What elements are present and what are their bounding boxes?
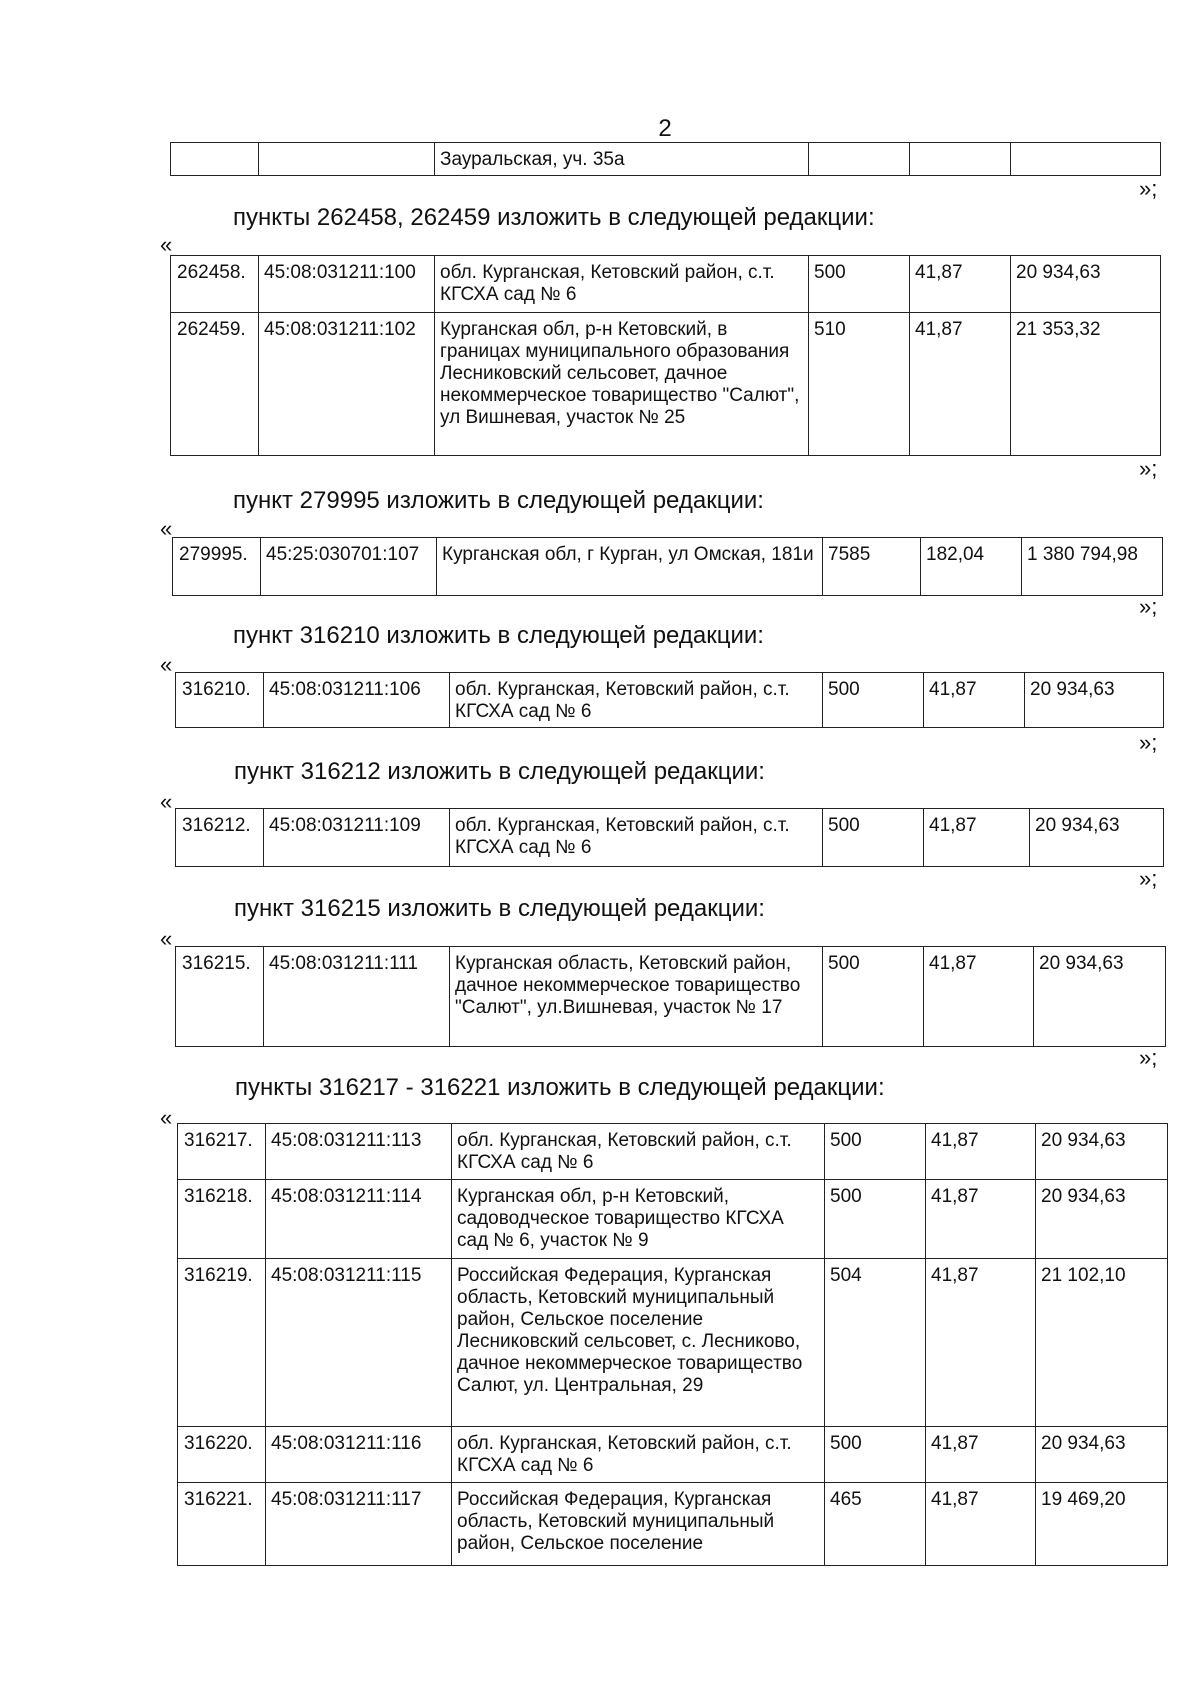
cell-area: 510 bbox=[809, 313, 910, 456]
table-row bbox=[178, 1124, 1168, 1180]
cell-value: 20 934,63 bbox=[1030, 809, 1164, 867]
cell-no: 316212. bbox=[176, 809, 264, 867]
cell-rate: 41,87 bbox=[924, 947, 1034, 1047]
cell-cadastral: 45:08:031211:114 bbox=[266, 1180, 452, 1259]
cell-value: 20 934,63 bbox=[1036, 1427, 1168, 1483]
cell-address: Курганская обл, р-н Кетовский, садоводческое товарищество КГСХА сад № 6, участок № 9 bbox=[452, 1180, 825, 1259]
closing-quote: »; bbox=[1139, 176, 1158, 201]
table-row bbox=[171, 313, 1161, 456]
cell-no: 316218. bbox=[178, 1180, 266, 1259]
register-table bbox=[177, 1123, 1168, 1566]
table-row bbox=[176, 947, 1166, 1047]
opening-quote: « bbox=[160, 1105, 173, 1130]
cell-cadastral: 45:08:031211:115 bbox=[266, 1259, 452, 1427]
cell-cadastral: 45:08:031211:109 bbox=[264, 809, 450, 867]
cell-value: 21 353,32 bbox=[1011, 313, 1161, 456]
table-row bbox=[176, 809, 1164, 867]
cell-rate: 41,87 bbox=[926, 1124, 1036, 1180]
cell-address: Российская Федерация, Курганская область, Кетовский муниципальный район, Сельское поселение Лесниковский сельсовет, с. Лесниково, дачное некоммерческое товарищество Салют, ул. Центральная, 29 bbox=[452, 1259, 825, 1427]
cell-cadastral: 45:08:031211:102 bbox=[259, 313, 435, 456]
cell-cadastral bbox=[259, 143, 435, 176]
cell-cadastral: 45:08:031211:113 bbox=[266, 1124, 452, 1180]
cell-address: Российская Федерация, Курганская область, Кетовский муниципальный район, Сельское поселение bbox=[452, 1483, 825, 1566]
cell-value: 19 469,20 bbox=[1036, 1483, 1168, 1566]
cell-no: 262458. bbox=[171, 256, 259, 313]
cell-address: обл. Курганская, Кетовский район, с.т. КГСХА сад № 6 bbox=[452, 1124, 825, 1180]
closing-quote: »; bbox=[1139, 730, 1158, 755]
cell-value: 20 934,63 bbox=[1036, 1180, 1168, 1259]
section-heading: пункт 316212 изложить в следующей редакции: bbox=[234, 758, 765, 785]
cell-area: 500 bbox=[823, 947, 924, 1047]
section-heading: пункт 316210 изложить в следующей редакции: bbox=[233, 622, 764, 649]
cell-no: 316220. bbox=[178, 1427, 266, 1483]
section-heading: пункт 279995 изложить в следующей редакции: bbox=[233, 487, 764, 514]
cell-address: обл. Курганская, Кетовский район, с.т. КГСХА сад № 6 bbox=[452, 1427, 825, 1483]
cell-cadastral: 45:08:031211:111 bbox=[264, 947, 450, 1047]
cell-rate: 41,87 bbox=[926, 1259, 1036, 1427]
cell-area: 504 bbox=[825, 1259, 926, 1427]
closing-quote: »; bbox=[1139, 594, 1158, 619]
cell-cadastral: 45:08:031211:116 bbox=[266, 1427, 452, 1483]
cell-value bbox=[1011, 143, 1161, 176]
cell-cadastral: 45:08:031211:100 bbox=[259, 256, 435, 313]
cell-area: 500 bbox=[823, 673, 924, 728]
cell-address: обл. Курганская, Кетовский район, с.т. КГСХА сад № 6 bbox=[435, 256, 809, 313]
table-row bbox=[171, 256, 1161, 313]
cell-value: 21 102,10 bbox=[1036, 1259, 1168, 1427]
opening-quote: « bbox=[160, 516, 173, 541]
cell-rate: 41,87 bbox=[910, 313, 1011, 456]
cell-no: 316217. bbox=[178, 1124, 266, 1180]
cell-rate: 41,87 bbox=[910, 256, 1011, 313]
cell-address: Зауральская, уч. 35а bbox=[435, 143, 809, 176]
register-table bbox=[170, 255, 1161, 456]
cell-no: 262459. bbox=[171, 313, 259, 456]
cell-cadastral: 45:08:031211:106 bbox=[264, 673, 450, 728]
cell-rate: 41,87 bbox=[924, 673, 1025, 728]
cell-value: 1 380 794,98 bbox=[1022, 538, 1163, 596]
cell-rate bbox=[910, 143, 1011, 176]
table-row bbox=[173, 538, 1163, 596]
register-table bbox=[175, 672, 1164, 728]
cell-address: обл. Курганская, Кетовский район, с.т. КГСХА сад № 6 bbox=[450, 809, 823, 867]
cell-value: 20 934,63 bbox=[1025, 673, 1164, 728]
cell-no: 316221. bbox=[178, 1483, 266, 1566]
cell-area: 500 bbox=[825, 1124, 926, 1180]
carryover-table bbox=[170, 142, 1161, 176]
table-row bbox=[178, 1180, 1168, 1259]
cell-cadastral: 45:08:031211:117 bbox=[266, 1483, 452, 1566]
closing-quote: »; bbox=[1139, 866, 1158, 891]
cell-address: Курганская обл, р-н Кетовский, в границах муниципального образования Лесниковский сельсовет, дачное некоммерческое товарищество "Салют", ул Вишневая, участок № 25 bbox=[435, 313, 809, 456]
register-table bbox=[175, 946, 1166, 1047]
cell-value: 20 934,63 bbox=[1036, 1124, 1168, 1180]
table-row bbox=[176, 673, 1164, 728]
register-table bbox=[175, 808, 1164, 867]
cell-area: 7585 bbox=[823, 538, 921, 596]
section-heading: пункты 316217 - 316221 изложить в следующей редакции: bbox=[235, 1074, 885, 1101]
cell-rate: 182,04 bbox=[921, 538, 1022, 596]
cell-no: 316215. bbox=[176, 947, 264, 1047]
cell-area: 500 bbox=[825, 1427, 926, 1483]
cell-value: 20 934,63 bbox=[1034, 947, 1166, 1047]
table-row bbox=[178, 1427, 1168, 1483]
cell-area: 500 bbox=[825, 1180, 926, 1259]
closing-quote: »; bbox=[1139, 1045, 1158, 1070]
section-heading: пункты 262458, 262459 изложить в следующей редакции: bbox=[233, 204, 875, 231]
closing-quote: »; bbox=[1139, 456, 1158, 481]
opening-quote: « bbox=[160, 926, 173, 951]
cell-rate: 41,87 bbox=[926, 1427, 1036, 1483]
cell-rate: 41,87 bbox=[926, 1483, 1036, 1566]
table-row bbox=[178, 1483, 1168, 1566]
table-row bbox=[178, 1259, 1168, 1427]
cell-no bbox=[171, 143, 259, 176]
cell-no: 279995. bbox=[173, 538, 261, 596]
cell-no: 316219. bbox=[178, 1259, 266, 1427]
opening-quote: « bbox=[160, 789, 173, 814]
opening-quote: « bbox=[160, 652, 173, 677]
cell-area bbox=[809, 143, 910, 176]
cell-area: 500 bbox=[823, 809, 924, 867]
cell-area: 465 bbox=[825, 1483, 926, 1566]
cell-rate: 41,87 bbox=[926, 1180, 1036, 1259]
cell-cadastral: 45:25:030701:107 bbox=[261, 538, 437, 596]
table-row bbox=[171, 143, 1161, 176]
page-number: 2 bbox=[658, 115, 672, 142]
cell-address: Курганская обл, г Курган, ул Омская, 181и bbox=[437, 538, 823, 596]
cell-area: 500 bbox=[809, 256, 910, 313]
cell-rate: 41,87 bbox=[924, 809, 1030, 867]
cell-value: 20 934,63 bbox=[1011, 256, 1161, 313]
opening-quote: « bbox=[160, 232, 173, 257]
register-table bbox=[172, 537, 1163, 596]
section-heading: пункт 316215 изложить в следующей редакции: bbox=[234, 895, 765, 922]
cell-no: 316210. bbox=[176, 673, 264, 728]
cell-address: Курганская область, Кетовский район, дачное некоммерческое товарищество "Салют", ул.Вишневая, участок № 17 bbox=[450, 947, 823, 1047]
cell-address: обл. Курганская, Кетовский район, с.т. КГСХА сад № 6 bbox=[450, 673, 823, 728]
